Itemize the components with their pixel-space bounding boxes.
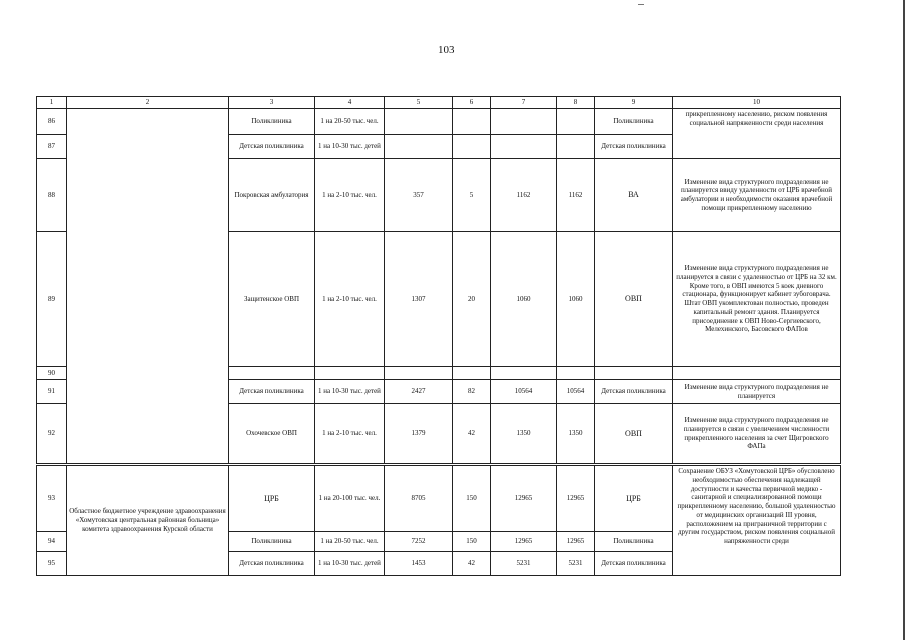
header-cell: 2 [67, 97, 229, 109]
header-cell: 9 [595, 97, 673, 109]
type-cell: ВА [595, 159, 673, 232]
norm-cell: 1 на 2-10 тыс. чел. [315, 404, 385, 464]
row-number: 94 [37, 532, 67, 552]
norm-cell: 1 на 20-50 тыс. чел. [315, 109, 385, 135]
norm-cell: 1 на 10-30 тыс. детей [315, 135, 385, 159]
unit-name: Детская поликлиника [229, 135, 315, 159]
page-number: 103 [438, 44, 455, 56]
value-cell: 357 [385, 159, 453, 232]
note-cell: прикрепленному населению, риском появления социальной напряженности среди населения [673, 109, 841, 159]
value-cell: 7252 [385, 532, 453, 552]
value-cell: 5231 [491, 552, 557, 576]
value-cell: 12965 [557, 532, 595, 552]
header-cell: 8 [557, 97, 595, 109]
value-cell: 150 [453, 532, 491, 552]
header-row [37, 97, 841, 109]
value-cell: 1453 [385, 552, 453, 576]
unit-name: Поликлиника [229, 532, 315, 552]
unit-name: Охочевское ОВП [229, 404, 315, 464]
norm-cell: 1 на 2-10 тыс. чел. [315, 159, 385, 232]
data-table [36, 96, 841, 464]
value-cell: 10564 [491, 380, 557, 404]
value-cell: 12965 [491, 466, 557, 532]
norm-cell: 1 на 10-30 тыс. детей [315, 380, 385, 404]
header-cell: 6 [453, 97, 491, 109]
unit-name: ЦРБ [229, 466, 315, 532]
unit-name: Детская поликлиника [229, 380, 315, 404]
norm-cell: 1 на 20-100 тыс. чел. [315, 466, 385, 532]
type-cell: Поликлиника [595, 109, 673, 135]
value-cell: 5 [453, 159, 491, 232]
value-cell: 1350 [557, 404, 595, 464]
value-cell: 1162 [491, 159, 557, 232]
type-cell: Детская поликлиника [595, 552, 673, 576]
norm-cell: 1 на 2-10 тыс. чел. [315, 232, 385, 367]
value-cell: 12965 [491, 532, 557, 552]
table-row [37, 466, 841, 532]
type-cell: ОВП [595, 404, 673, 464]
value-cell: 1060 [491, 232, 557, 367]
value-cell: 5231 [557, 552, 595, 576]
value-cell: 1162 [557, 159, 595, 232]
type-cell: Детская поликлиника [595, 135, 673, 159]
value-cell: 10564 [557, 380, 595, 404]
unit-name: Детская поликлиника [229, 552, 315, 576]
type-cell: ОВП [595, 232, 673, 367]
note-cell: Изменение вида структурного подразделения не планируется в связи с увеличением численности прикрепленного населения за счет Щигровского ФАПа [673, 404, 841, 464]
header-cell: 7 [491, 97, 557, 109]
note-cell: Сохранение ОБУЗ «Хомутовской ЦРБ» обусловлено необходимостью обеспечения надлежащей доступности и качества первичной медико - санитарной и специализированной помощи прикрепленному населению, большой удаленностью от медицинских организаций III уровня, расположением на приграничной территории с другим государством, риском появления социальной напряженности среди [673, 466, 841, 576]
value-cell: 12965 [557, 466, 595, 532]
unit-name: Поликлиника [229, 109, 315, 135]
value-cell: 42 [453, 404, 491, 464]
value-cell: 20 [453, 232, 491, 367]
note-cell: Изменение вида структурного подразделения не планируется [673, 380, 841, 404]
unit-name: Покровская амбулатория [229, 159, 315, 232]
org-name: Областное бюджетное учреждение здравоохранения «Хомутовская центральная районная больница» комитета здравоохранения Курской области [67, 466, 229, 576]
type-cell: Детская поликлиника [595, 380, 673, 404]
header-cell: 4 [315, 97, 385, 109]
value-cell: 1060 [557, 232, 595, 367]
row-number: 89 [37, 232, 67, 367]
row-number: 88 [37, 159, 67, 232]
value-cell: 1307 [385, 232, 453, 367]
note-cell: Изменение вида структурного подразделения не планируется ввиду удаленности от ЦРБ врачебной амбулатории и необходимости оказания врачебной помощи прикрепленному населению [673, 159, 841, 232]
row-number: 95 [37, 552, 67, 576]
value-cell: 1379 [385, 404, 453, 464]
scan-artifact [638, 4, 644, 5]
note-cell: Изменение вида структурного подразделения не планируется в связи с удаленностью от ЦРБ на 32 км. Кроме того, в ОВП имеются 5 коек дневного стационара, функционирует кабинет зубоговрача. Штат ОВП укомплектован полностью, проведен капитальный ремонт здания. Планируется присоединение к ОВП Ново-Сергиевского, Мелехинского, Басовского ФАПов [673, 232, 841, 367]
type-cell: ЦРБ [595, 466, 673, 532]
row-number: 86 [37, 109, 67, 135]
row-number: 87 [37, 135, 67, 159]
unit-name: Защитенское ОВП [229, 232, 315, 367]
header-cell: 3 [229, 97, 315, 109]
row-number: 91 [37, 380, 67, 404]
value-cell: 82 [453, 380, 491, 404]
table-row [37, 109, 841, 135]
norm-cell: 1 на 20-50 тыс. чел. [315, 532, 385, 552]
row-number: 90 [37, 367, 67, 380]
header-cell: 10 [673, 97, 841, 109]
row-number: 93 [37, 466, 67, 532]
header-cell: 1 [37, 97, 67, 109]
value-cell: 2427 [385, 380, 453, 404]
row-number: 92 [37, 404, 67, 464]
value-cell: 150 [453, 466, 491, 532]
type-cell: Поликлиника [595, 532, 673, 552]
org-cell-empty [67, 109, 229, 464]
value-cell: 1350 [491, 404, 557, 464]
value-cell: 8705 [385, 466, 453, 532]
value-cell: 42 [453, 552, 491, 576]
data-table-lower [36, 465, 841, 576]
norm-cell: 1 на 10-30 тыс. детей [315, 552, 385, 576]
header-cell: 5 [385, 97, 453, 109]
